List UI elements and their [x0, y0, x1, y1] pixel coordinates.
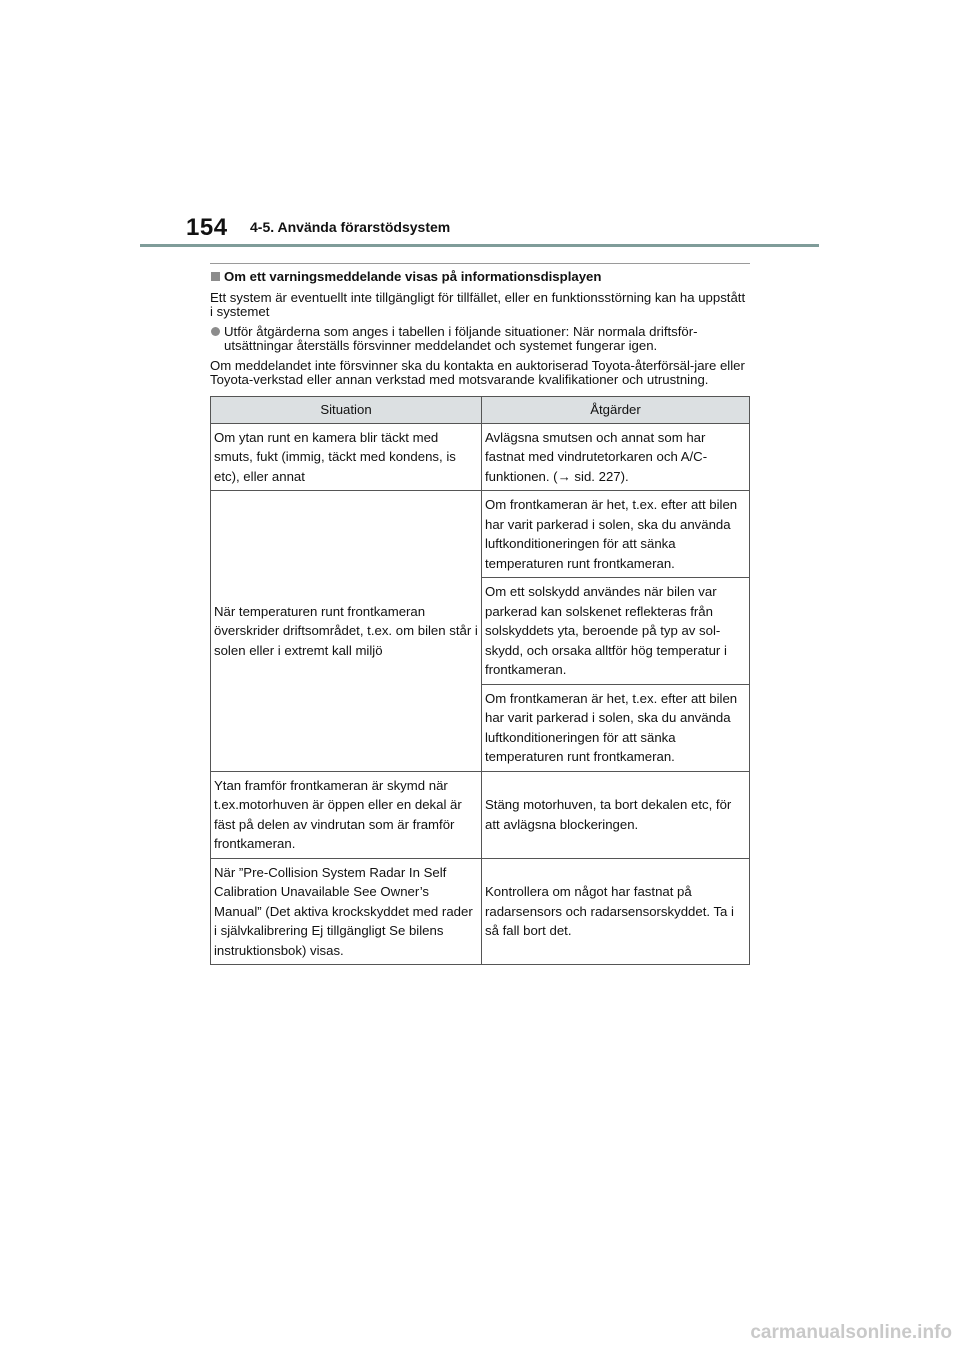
warning-table — [210, 396, 750, 965]
watermark: carmanualsonline.info — [750, 1322, 952, 1343]
action-cell: Om frontkameran är het, t.ex. efter att bilen har varit parkerad i solen, ska du använda luftkonditioneringen för att sänka temperaturen runt frontkameran. — [482, 684, 750, 771]
action-cell: Stäng motorhuven, ta bort dekalen etc, för att avlägsna blockeringen. — [482, 771, 750, 858]
action-cell: Om frontkameran är het, t.ex. efter att bilen har varit parkerad i solen, ska du använda luftkonditioneringen för att sänka temperaturen runt frontkameran. — [482, 491, 750, 578]
section-title: 4-5. Använda förarstödsystem — [250, 219, 451, 235]
page-content — [210, 263, 750, 965]
content-divider — [210, 263, 750, 264]
contact-paragraph: Om meddelandet inte försvinner ska du kontakta en auktoriserad Toyota-återförsäl-jare eller Toyota-verkstad eller annan verkstad med motsvarande kvalifikationer och utrustning. — [210, 358, 745, 387]
circle-bullet-icon — [211, 327, 220, 336]
table-row — [211, 858, 750, 965]
instruction-bullet — [210, 325, 750, 353]
intro-paragraph: Ett system är eventuellt inte tillgängligt för tillfället, eller en funktionsstörning kan ha uppstått i systemet — [210, 290, 746, 319]
header-actions: Åtgärder — [482, 397, 750, 424]
table-row — [211, 771, 750, 858]
instruction-bullet-text: Utför åtgärderna som anges i tabellen i följande situationer: När normala driftsför-utsättningar återställs försvinner meddelandet och systemet fungerar igen. — [224, 324, 698, 353]
situation-cell: Ytan framför frontkameran är skymd när t.ex.motorhuven är öppen eller en dekal är fäst på delen av vindrutan som är framför frontkameran. — [211, 771, 482, 858]
table-row — [211, 423, 750, 491]
action-cell: Avlägsna smutsen och annat som har fastnat med vindrutetorkaren och A/C-funktionen. (→ sid. 227). — [482, 423, 750, 491]
subsection-heading — [210, 269, 750, 285]
header-situation: Situation — [211, 397, 482, 424]
subsection-heading-text: Om ett varningsmeddelande visas på informationsdisplayen — [224, 269, 602, 284]
action-cell: Om ett solskydd användes när bilen var parkerad kan solskenet reflekteras från solskyddets yta, beroende på typ av sol-skydd, och orsaka alltför hög temperatur i frontkameran. — [482, 578, 750, 685]
situation-cell: När temperaturen runt frontkameran överskrider driftsområdet, t.ex. om bilen står i solen eller i extremt kall miljö — [211, 491, 482, 772]
table-row — [211, 491, 750, 578]
action-cell: Kontrollera om något har fastnat på radarsensors och radarsensorskyddet. Ta i så fall bort det. — [482, 858, 750, 965]
page-number: 154 — [186, 214, 228, 241]
square-bullet-icon — [211, 272, 220, 281]
header-divider — [140, 244, 819, 247]
situation-cell: Om ytan runt en kamera blir täckt med smuts, fukt (immig, täckt med kondens, is etc), eller annat — [211, 423, 482, 491]
table-header-row — [211, 397, 750, 424]
situation-cell: När ”Pre-Collision System Radar In Self Calibration Unavailable See Owner’s Manual” (Det aktiva krockskyddet med rader i självkalibrering Ej tillgängligt Se bilens instruktionsbok) visas. — [211, 858, 482, 965]
